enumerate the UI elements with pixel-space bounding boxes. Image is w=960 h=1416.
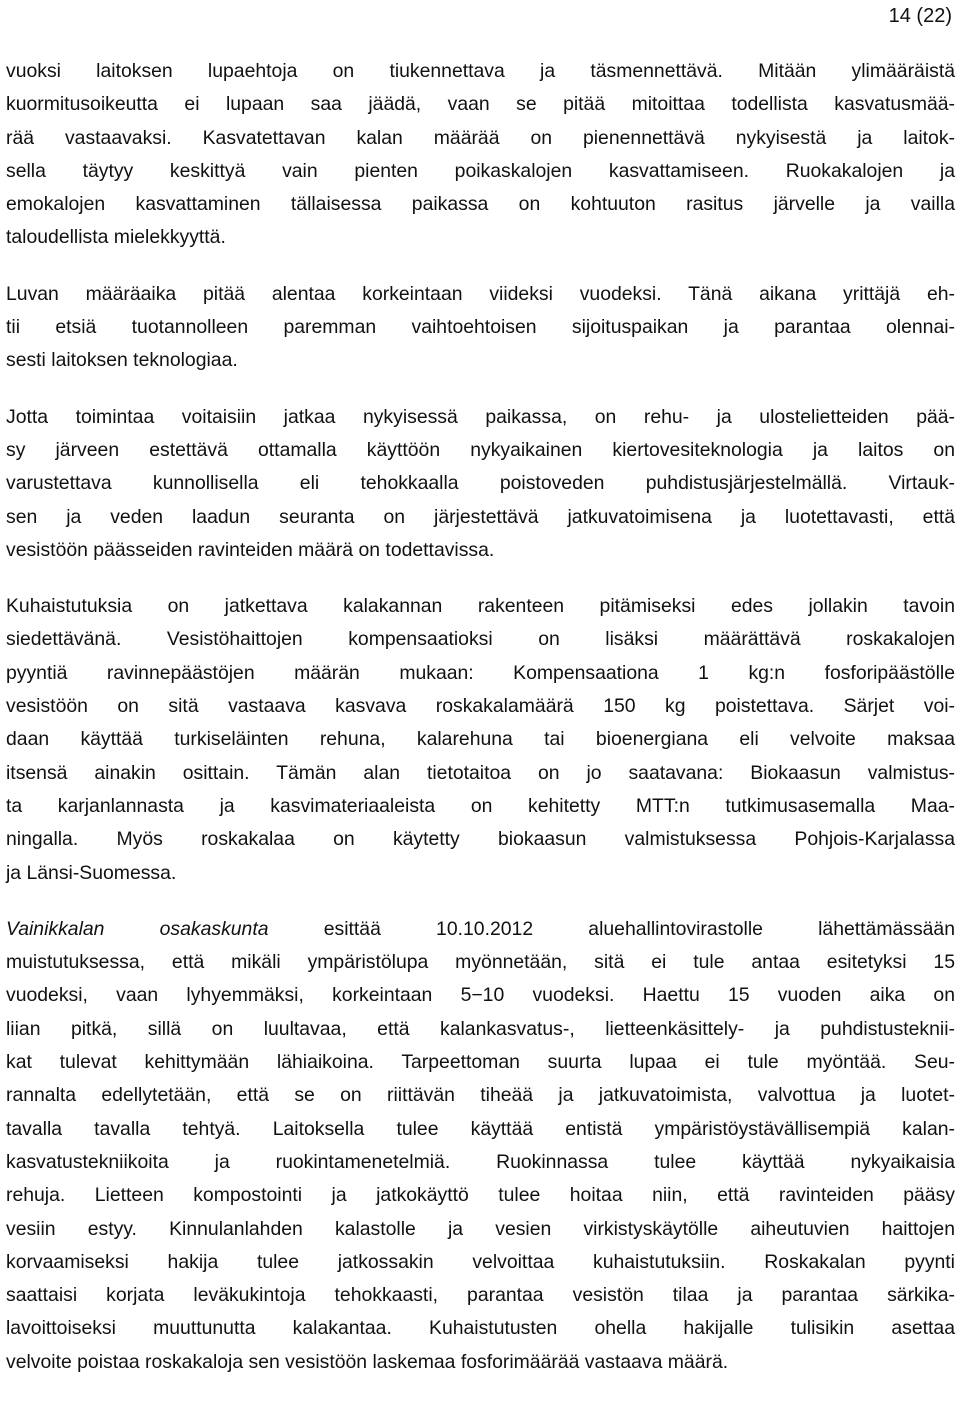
document-body (6, 55, 955, 1402)
text-line: liian pitkä, sillä on luultavaa, että kalankasvatus-, lietteenkäsittely- ja puhdistusteknii- (6, 1017, 955, 1040)
text-line: tavalla tavalla tehtyä. Laitoksella tulee käyttää entistä ympäristöystävällisempiä kalan- (6, 1117, 955, 1140)
text-line: emokalojen kasvattaminen tällaisessa paikassa on kohtuuton rasitus järvelle ja vailla (6, 193, 955, 216)
text-line: korvaamiseksi hakija tulee jatkossakin velvoittaa kuhaistutuksiin. Roskakalan pyynti (6, 1250, 955, 1273)
text-line: tii etsiä tuotannolleen paremman vaihtoehtoisen sijoituspaikan ja parantaa olennai- (6, 316, 955, 339)
text-line: kat tulevat kehittymään lähiaikoina. Tarpeettoman suurta lupaa ei tule myöntää. Seu- (6, 1051, 955, 1074)
text-line: Jotta toimintaa voitaisiin jatkaa nykyisessä paikassa, on rehu- ja ulostelietteiden pää- (6, 405, 955, 428)
text-line: vesiin estyy. Kinnulanlahden kalastolle ja vesien virkistyskäytölle aiheutuvien haittojen (6, 1217, 955, 1240)
text-line: velvoite poistaa roskakaloja sen vesistöön laskemaa fosforimäärää vastaava määrä. (6, 1350, 729, 1373)
text-line: vuodeksi, vaan lyhyemmäksi, korkeintaan 5−10 vuodeksi. Haettu 15 vuoden aika on (6, 984, 955, 1007)
text-line: sesti laitoksen teknologiaa. (6, 349, 238, 372)
text-line: vesistöön on sitä vastaava kasvava roskakalamäärä 150 kg poistettava. Särjet voi- (6, 695, 955, 718)
organization-name: Vainikkalan osakaskunta (6, 917, 269, 940)
paragraph-lupaehdot (6, 55, 955, 255)
text-line: ningalla. Myös roskakalaa on käytetty biokaasun valmistuksessa Pohjois-Karjalassa (6, 828, 955, 851)
text-line: ja Länsi-Suomessa. (6, 861, 177, 884)
text-line: saattaisi korjata leväkukintoja tehokkaasti, parantaa vesistön tilaa ja parantaa särkika- (6, 1284, 955, 1307)
text-line: sella täytyy keskittyä vain pienten poikaskalojen kasvattamiseen. Ruokakalojen ja (6, 159, 955, 182)
text-line: rehuja. Lietteen kompostointi ja jatkokäyttö tulee hoitaa niin, että ravinteiden pääsy (6, 1184, 955, 1207)
paragraph-vainikkala (6, 913, 955, 1379)
text-fragment: esittää 10.10.2012 aluehallintovirastolle lähettämässään (268, 917, 956, 940)
text-line: taloudellista mielekkyyttä. (6, 226, 226, 249)
text-line: vuoksi laitoksen lupaehtoja on tiukennettava ja täsmennettävä. Mitään ylimääräistä (6, 60, 955, 82)
text-line: muistutuksessa, että mikäli ympäristölupa myönnetään, sitä ei tule antaa esitetyksi 15 (6, 951, 955, 974)
text-line: rää vastaavaksi. Kasvatettavan kalan määrää on pienennettävä nykyisestä ja laitok- (6, 126, 955, 149)
text-line: daan käyttää turkiseläinten rehuna, kalarehuna tai bioenergiana eli velvoite maksaa (6, 728, 955, 751)
text-line: sen ja veden laadun seuranta on järjestettävä jatkuvatoimisena ja luotettavasti, että (6, 505, 955, 528)
text-line: sy järveen estettävä ottamalla käyttöön nykyaikainen kiertovesiteknologia ja laitos on (6, 438, 955, 461)
text-line: pyyntiä ravinnepäästöjen määrän mukaan: Kompensaationa 1 kg:n fosforipäästölle (6, 661, 955, 684)
text-line (6, 913, 955, 946)
text-line: siedettävänä. Vesistöhaittojen kompensaatioksi on lisäksi määrättävä roskakalojen (6, 628, 955, 651)
text-line: Luvan määräaika pitää alentaa korkeintaan viideksi vuodeksi. Tänä aikana yrittäjä eh- (6, 282, 955, 305)
text-line: varustettava kunnollisella eli tehokkaalla poistoveden puhdistusjärjestelmällä. Virtauk- (6, 472, 955, 495)
paragraph-kuhaistutukset (6, 590, 955, 890)
text-line: vesistöön päässeiden ravinteiden määrä on todettavissa. (6, 538, 495, 561)
text-line: rannalta edellytetään, että se on riittävän tiheää ja jatkuvatoimista, valvottua ja luotet- (6, 1084, 955, 1107)
paragraph-maaraaika (6, 278, 955, 378)
text-line: itsensä ainakin osittain. Tämän alan tietotaitoa on jo saatavana: Biokaasun valmistus- (6, 761, 955, 784)
text-line: kuormitusoikeutta ei lupaan saa jäädä, vaan se pitää mitoittaa todellista kasvatusmää- (6, 93, 955, 116)
text-line: ta karjanlannasta ja kasvimateriaaleista on kehitetty MTT:n tutkimusasemalla Maa- (6, 794, 955, 817)
text-line: Kuhaistutuksia on jatkettava kalakannan rakenteen pitämiseksi edes jollakin tavoin (6, 595, 955, 618)
page-number: 14 (22) (888, 5, 952, 27)
text-line: kasvatustekniikoita ja ruokintamenetelmiä. Ruokinnassa tulee käyttää nykyaikaisia (6, 1150, 955, 1173)
text-line: lavoittoiseksi muuttunutta kalakantaa. Kuhaistutusten ohella hakijalle tulisikin asettaa (6, 1317, 955, 1340)
paragraph-kiertovesiteknologia (6, 401, 955, 567)
